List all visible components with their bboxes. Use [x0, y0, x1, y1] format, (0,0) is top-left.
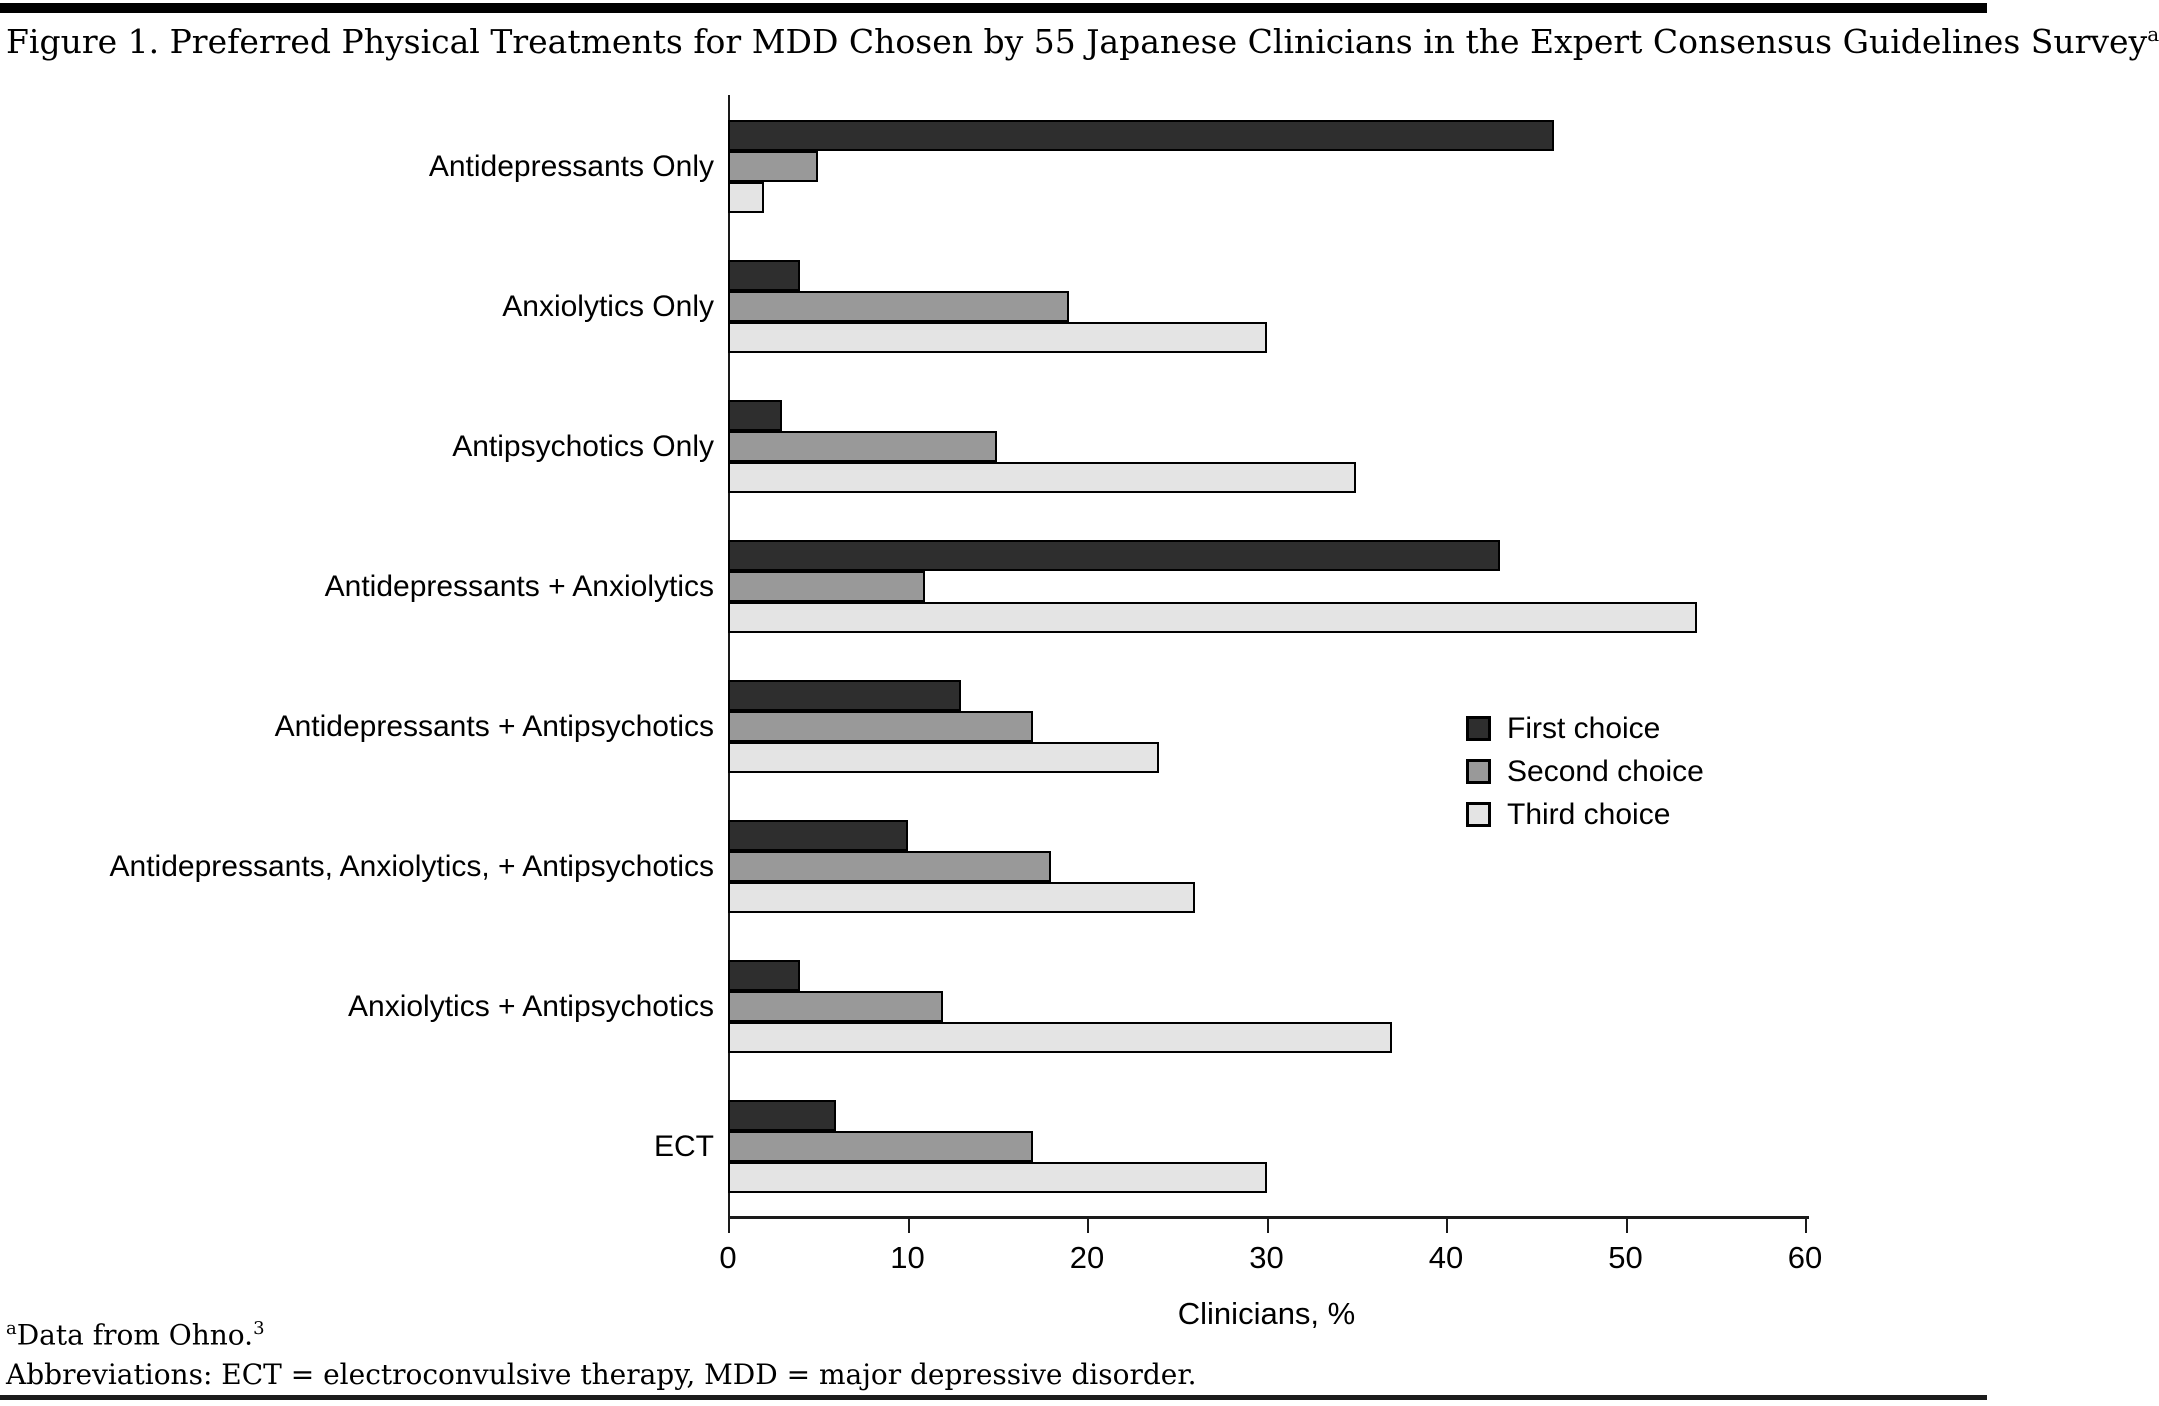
category-label: Antipsychotics Only [452, 429, 714, 463]
legend-label: First choice [1507, 712, 1661, 745]
bar-third-choice [728, 602, 1697, 633]
bar-third-choice [728, 182, 764, 213]
x-axis-tick [1626, 1219, 1628, 1233]
bar-third-choice [728, 322, 1267, 353]
legend [1466, 712, 1796, 836]
bar-second-choice [728, 151, 818, 182]
legend-label: Third choice [1507, 798, 1671, 831]
category-label: Anxiolytics Only [502, 289, 714, 323]
legend-swatch-icon [1466, 759, 1491, 784]
footnote-reference-number: 3 [253, 1318, 265, 1339]
x-axis-tick-label: 50 [1608, 1240, 1643, 1275]
x-axis-tick-label: 10 [890, 1240, 925, 1275]
x-axis-tick [728, 1219, 730, 1233]
bar-first-choice [728, 960, 800, 991]
bar-second-choice [728, 711, 1033, 742]
bar-first-choice [728, 540, 1500, 571]
bar-first-choice [728, 400, 782, 431]
x-axis-tick [908, 1219, 910, 1233]
bar-second-choice [728, 431, 997, 462]
bar-third-choice [728, 462, 1356, 493]
bar-second-choice [728, 291, 1069, 322]
x-axis-tick-label: 40 [1428, 1240, 1464, 1275]
category-label: Anxiolytics + Antipsychotics [348, 989, 714, 1023]
footnote-source-text: Data from Ohno. [16, 1318, 254, 1352]
category-label: Antidepressants Only [428, 149, 714, 183]
bar-second-choice [728, 571, 925, 602]
bar-first-choice [728, 120, 1554, 151]
bar-third-choice [728, 1162, 1267, 1193]
x-axis-tick-label: 0 [719, 1240, 737, 1275]
bar-first-choice [728, 260, 800, 291]
footnote-abbreviations: Abbreviations: ECT = electroconvulsive therapy, MDD = major depressive disorder. [6, 1358, 1197, 1392]
category-label: Antidepressants, Anxiolytics, + Antipsychotics [109, 849, 714, 883]
x-axis-line [728, 1216, 1809, 1219]
x-axis-label: Clinicians, % [1177, 1296, 1356, 1331]
x-axis-tick [1805, 1219, 1807, 1233]
category-label: ECT [654, 1129, 714, 1163]
bar-third-choice [728, 882, 1195, 913]
x-axis-tick [1087, 1219, 1089, 1233]
bar-third-choice [728, 742, 1159, 773]
bar-third-choice [728, 1022, 1392, 1053]
x-axis-tick [1267, 1219, 1269, 1233]
legend-swatch-icon [1466, 716, 1491, 741]
bar-first-choice [728, 680, 961, 711]
category-label: Antidepressants + Anxiolytics [324, 569, 714, 603]
figure-title-text: Figure 1. Preferred Physical Treatments for MDD Chosen by 55 Japanese Clinicians in the Expert Consensus Guidelines Survey [6, 22, 2148, 61]
legend-label: Second choice [1507, 755, 1704, 788]
legend-swatch-icon [1466, 802, 1491, 827]
footnote-marker: a [6, 1318, 17, 1339]
category-label: Antidepressants + Antipsychotics [274, 709, 714, 743]
bar-second-choice [728, 991, 943, 1022]
x-axis-tick-label: 30 [1249, 1240, 1284, 1275]
x-axis-tick [1446, 1219, 1448, 1233]
bar-first-choice [728, 1100, 836, 1131]
x-axis-tick-label: 20 [1069, 1240, 1105, 1275]
bar-second-choice [728, 1131, 1033, 1162]
figure-title-superscript: a [2147, 22, 2159, 46]
footnotes [6, 1312, 1981, 1398]
bar-second-choice [728, 851, 1051, 882]
footnote-source [6, 1312, 1981, 1352]
bottom-rule [0, 1395, 1987, 1400]
x-axis-tick-label: 60 [1787, 1240, 1823, 1275]
bar-first-choice [728, 820, 908, 851]
